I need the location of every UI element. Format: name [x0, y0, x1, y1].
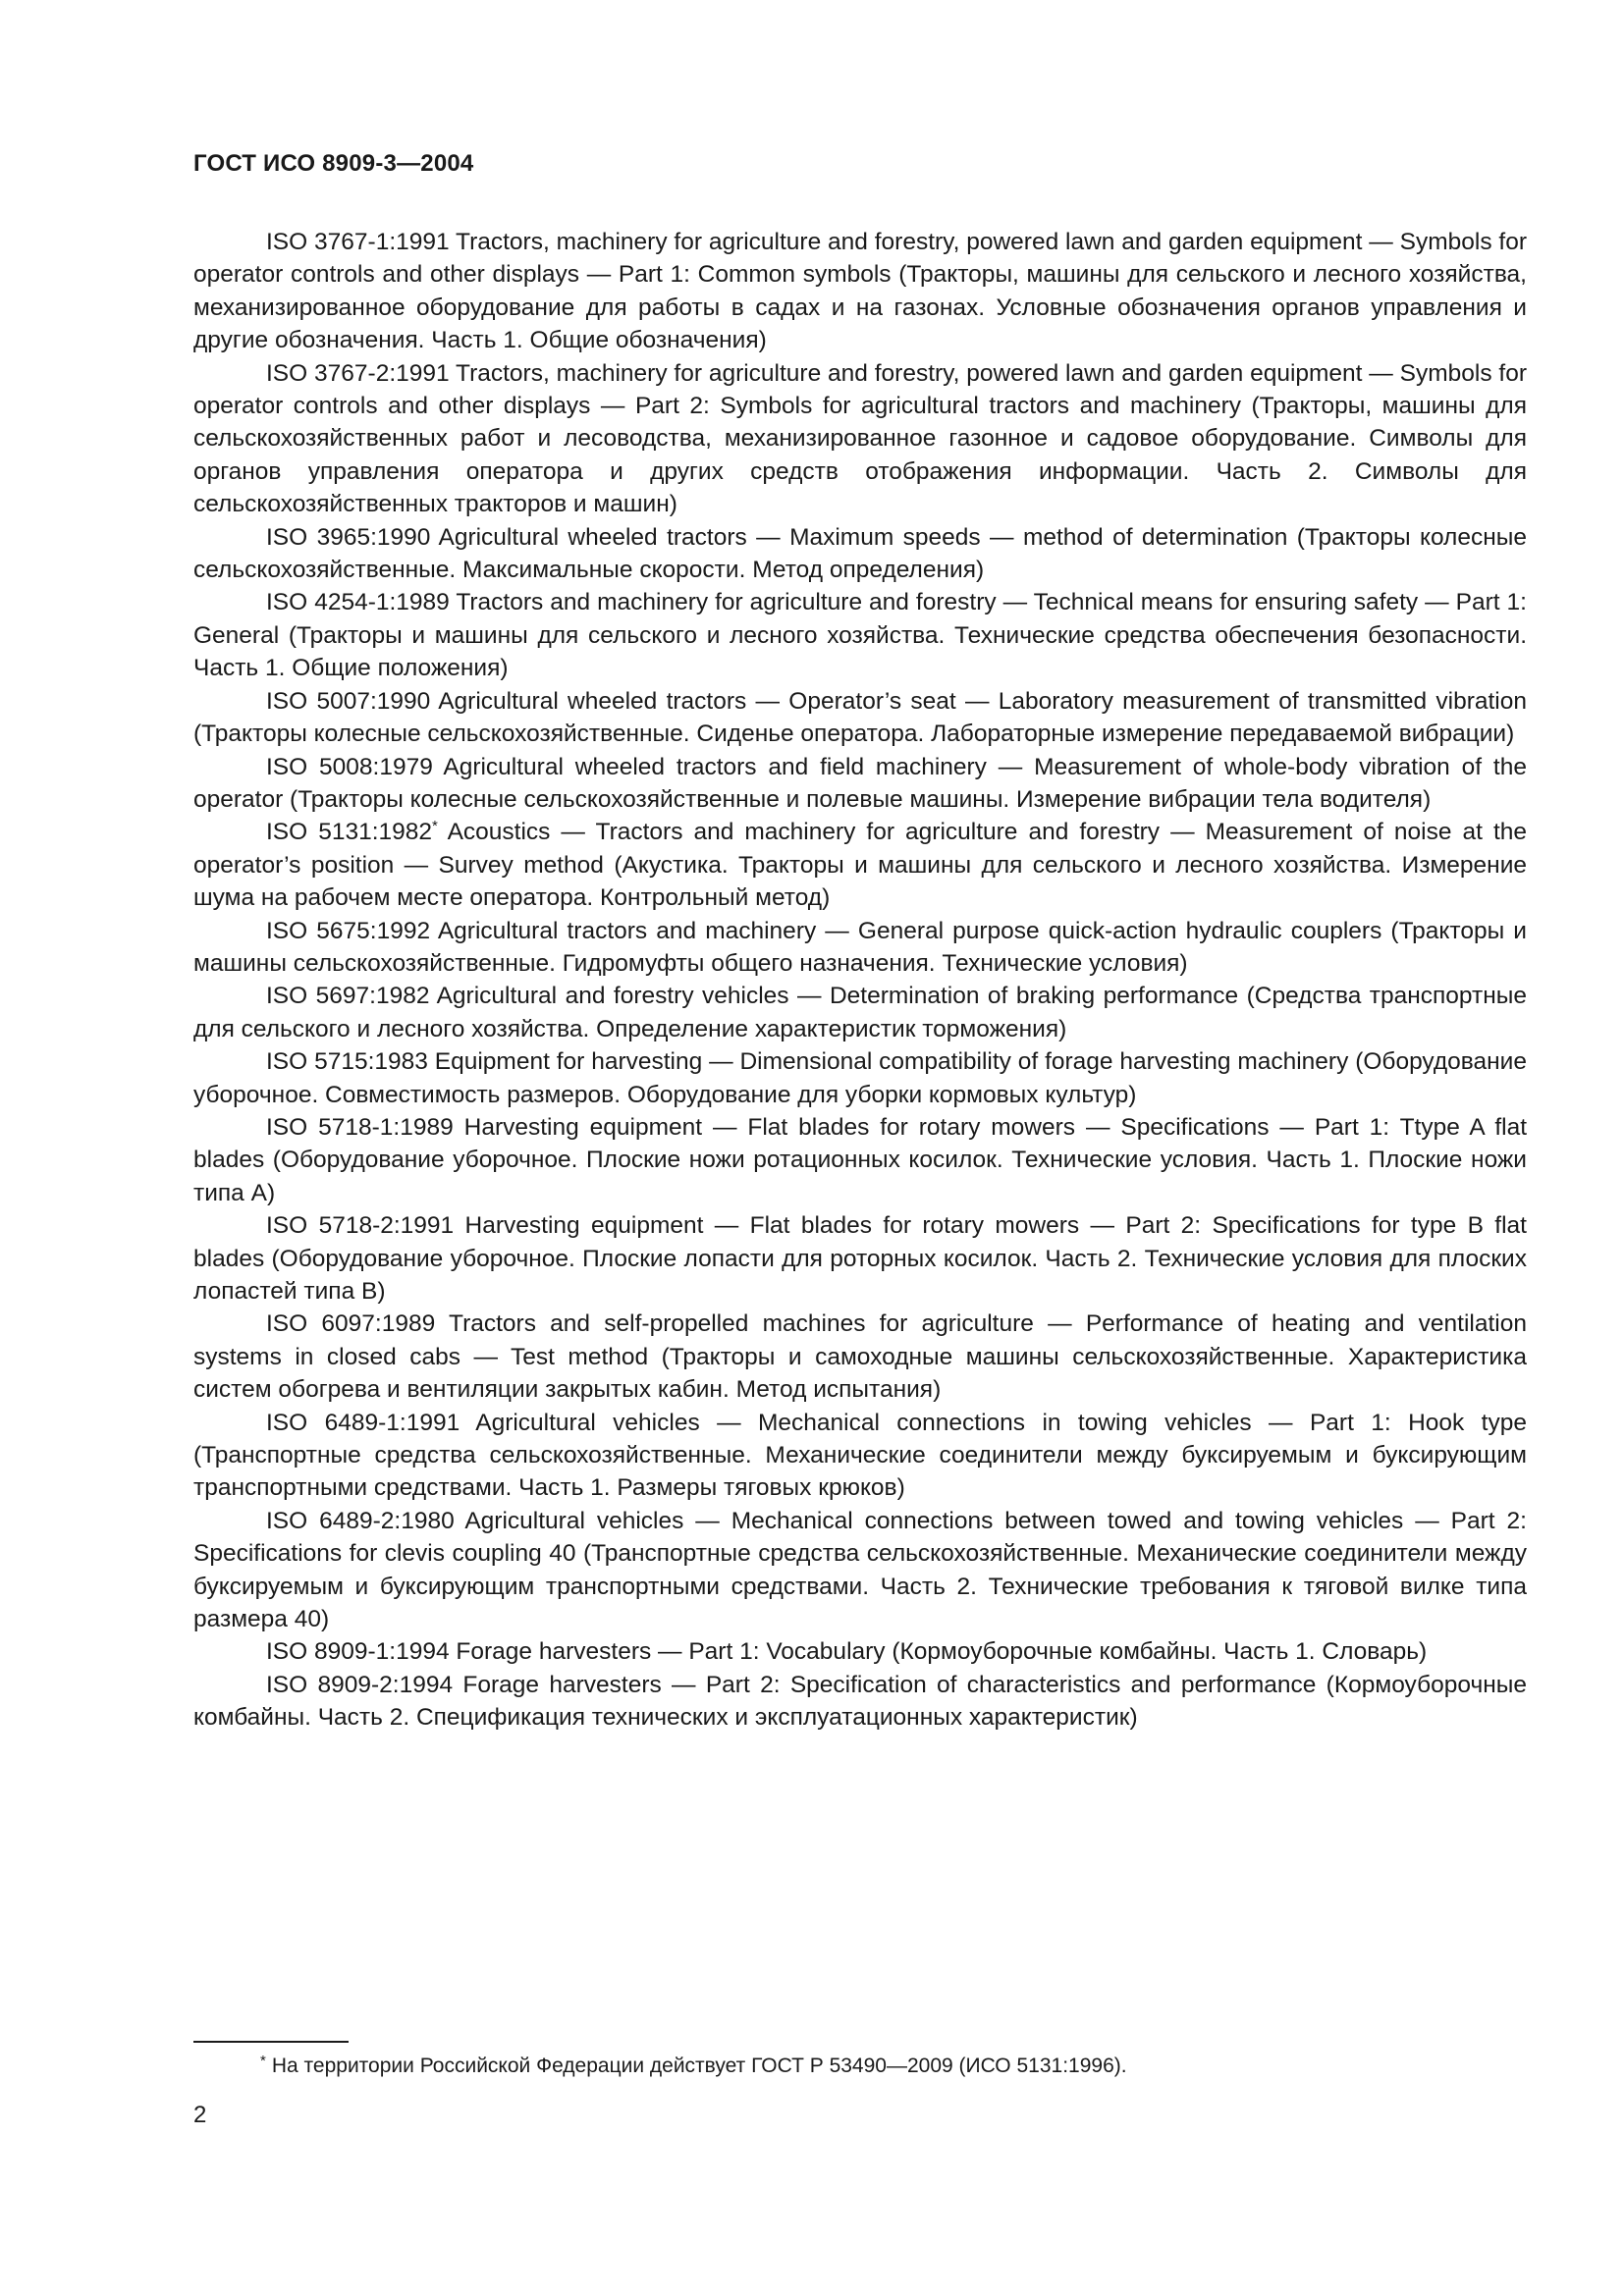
reference-iso-5697: ISO 5697:1982 Agricultural and forestry vehicles — Determination of braking performance (Средства транспортные для сельского и лесного хозяйства. Определение характеристик торможения)	[193, 983, 1527, 1042]
footnote-reference-mark: *	[432, 818, 438, 835]
reference-iso-6097: ISO 6097:1989 Tractors and self-propelled machines for agriculture — Performance of heating and ventilation systems in closed cabs — Test method (Тракторы и самоходные машины сельскохозяйственные. Характеристика систем обогрева и вентиляции закрытых кабин. Метод испытания)	[193, 1310, 1527, 1404]
footnote-mark: *	[260, 2053, 266, 2069]
reference-iso-5008: ISO 5008:1979 Agricultural wheeled tractors and field machinery — Measurement of whole-body vibration of the operator (Тракторы колесные сельскохозяйственные и полевые машины. Измерение вибрации тела водителя)	[193, 753, 1527, 813]
footnote-text: На территории Российской Федерации действует ГОСТ Р 53490—2009 (ИСО 5131:1996).	[271, 2055, 1127, 2077]
footnote-separator	[193, 2041, 349, 2043]
reference-iso-5675: ISO 5675:1992 Agricultural tractors and machinery — General purpose quick-action hydraulic couplers (Тракторы и машины сельскохозяйственные. Гидромуфты общего назначения. Технические условия)	[193, 917, 1527, 977]
reference-iso-3767-1: ISO 3767-1:1991 Tractors, machinery for agriculture and forestry, powered lawn and garden equipment — Symbols for operator controls and other displays — Part 1: Common symbols (Тракторы, машины для сельского и лесного хозяйства, механизированное оборудование для работы в садах и на газонах. Условные обозначения органов управления и другие обозначения. Часть 1. Общие обозначения)	[193, 229, 1527, 354]
reference-iso-8909-1: ISO 8909-1:1994 Forage harvesters — Part 1: Vocabulary (Кормоуборочные комбайны. Часть 1. Словарь)	[266, 1638, 1428, 1666]
reference-iso-3965: ISO 3965:1990 Agricultural wheeled tractors — Maximum speeds — method of determination (Тракторы колесные сельскохозяйственные. Максимальные скорости. Метод определения)	[193, 523, 1527, 584]
reference-iso-4254-1: ISO 4254-1:1989 Tractors and machinery for agriculture and forestry — Technical means for ensuring safety — Part 1: General (Тракторы и машины для сельского и лесного хозяйства. Технические средства обеспечения безопасности. Часть 1. Общие положения)	[193, 589, 1527, 682]
document-header: ГОСТ ИСО 8909-3—2004	[193, 150, 474, 177]
reference-iso-6489-2: ISO 6489-2:1980 Agricultural vehicles — Mechanical connections between towed and towing vehicles — Part 2: Specifications for clevis coupling 40 (Транспортные средства сельскохозяйственные. Механические соединители между буксируемым и буксирующим транспортными средствами. Часть 2. Технические требования к тяговой вилке типа размера 40)	[193, 1507, 1527, 1633]
reference-iso-5718-1: ISO 5718-1:1989 Harvesting equipment — Flat blades for rotary mowers — Specifications — Part 1: Ttype A flat blades (Оборудование уборочное. Плоские ножи ротационных косилок. Технические условия. Часть 1. Плоские ножи типа A)	[193, 1113, 1527, 1206]
reference-iso-6489-1: ISO 6489-1:1991 Agricultural vehicles — Mechanical connections in towing vehicles — Part 1: Hook type (Транспортные средства сельскохозяйственные. Механические соединители между буксируемым и буксирующим транспортными средствами. Часть 1. Размеры тяговых крюков)	[193, 1409, 1527, 1502]
reference-iso-5718-2: ISO 5718-2:1991 Harvesting equipment — Flat blades for rotary mowers — Part 2: Specifications for type B flat blades (Оборудование уборочное. Плоские лопасти для роторных косилок. Часть 2. Технические условия для плоских лопастей типа B)	[193, 1212, 1527, 1305]
footnote	[260, 2053, 1127, 2082]
reference-iso-5715: ISO 5715:1983 Equipment for harvesting — Dimensional compatibility of forage harvesting machinery (Оборудование уборочное. Совместимость размеров. Оборудование для уборки кормовых культур)	[193, 1048, 1527, 1108]
reference-iso-3767-2: ISO 3767-2:1991 Tractors, machinery for agriculture and forestry, powered lawn and garden equipment — Symbols for operator controls and other displays — Part 2: Symbols for agricultural tractors and machinery (Тракторы, машины для сельскохозяйственных работ и лесоводства, механизированное газонное и садовое оборудование. Символы для органов управления оператора и других средств отображения информации. Часть 2. Символы для сельскохозяйственных тракторов и машин)	[193, 359, 1527, 518]
reference-iso-5131	[193, 816, 1527, 914]
normative-references	[193, 226, 1527, 1735]
reference-iso-5131-code: ISO 5131:1982	[266, 819, 433, 846]
reference-iso-8909-2: ISO 8909-2:1994 Forage harvesters — Part 2: Specification of characteristics and performance (Кормоуборочные комбайны. Часть 2. Спецификация технических и эксплуатационных характеристик)	[193, 1671, 1527, 1732]
reference-iso-5007: ISO 5007:1990 Agricultural wheeled tractors — Operator’s seat — Laboratory measurement of transmitted vibration (Тракторы колесные сельскохозяйственные. Сиденье оператора. Лабораторные измерение передаваемой вибрации)	[193, 687, 1527, 748]
page-number: 2	[193, 2102, 207, 2128]
reference-iso-5131-title: Acoustics — Tractors and machinery for agriculture and forestry — Measurement of noise at the operator’s position — Survey method (Акустика. Тракторы и машины для сельского и лесного хозяйства. Измерение шума на рабочем месте оператора. Контрольный метод)	[193, 819, 1527, 912]
